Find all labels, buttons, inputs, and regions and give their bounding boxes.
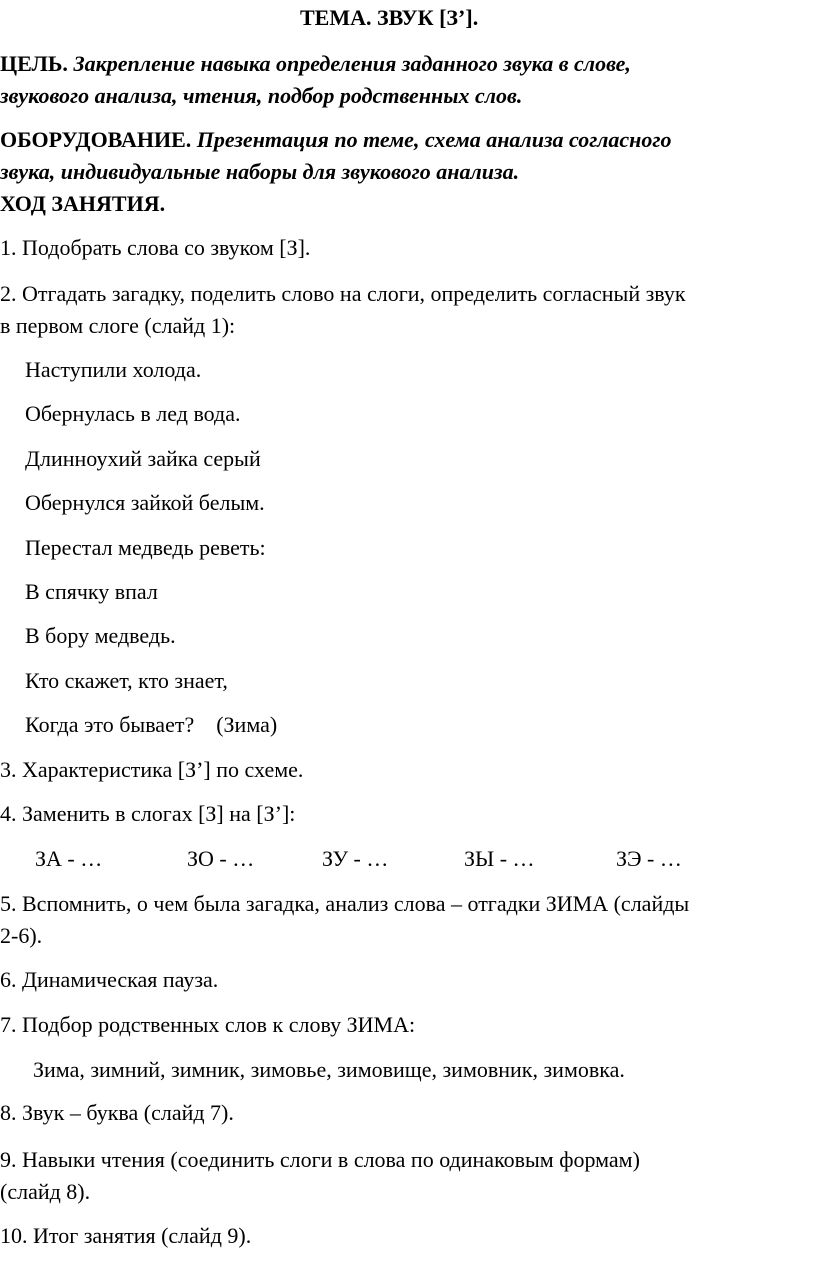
goal-label: ЦЕЛЬ.	[0, 51, 68, 76]
riddle-line-9: Когда это бывает? (Зима)	[25, 712, 278, 737]
step-8: 8. Звук – буква (слайд 7).	[0, 1100, 234, 1125]
step-1: 1. Подобрать слова со звуком [З].	[0, 235, 311, 260]
goal-text-1: Закрепление навыка определения заданного звука в слове,	[73, 51, 631, 76]
step-6: 6. Динамическая пауза.	[0, 967, 219, 992]
goal-text-2: звукового анализа, чтения, подбор родственных слов.	[0, 83, 523, 108]
step-9-line-2: (слайд 8).	[0, 1179, 91, 1204]
riddle-line-1: Наступили холода.	[25, 357, 202, 382]
syllable-4: ЗЫ - …	[464, 846, 535, 871]
goal-line-1	[0, 50, 631, 78]
equipment-text-1: Презентация по теме, схема анализа согласного	[196, 127, 672, 152]
step-3: 3. Характеристика [З’] по схеме.	[0, 757, 304, 782]
step-7-words: Зима, зимний, зимник, зимовье, зимовище, зимовник, зимовка.	[33, 1057, 625, 1082]
syllable-3: ЗУ - …	[322, 846, 389, 871]
progress-heading: ХОД ЗАНЯТИЯ.	[0, 191, 166, 216]
page-title: ТЕМА. ЗВУК [З’].	[300, 5, 479, 30]
step-9-line-1: 9. Навыки чтения (соединить слоги в слова по одинаковым формам)	[0, 1147, 640, 1172]
equipment-text-2: звука, индивидуальные наборы для звукового анализа.	[0, 159, 520, 184]
riddle-line-7: В бору медведь.	[25, 623, 176, 648]
syllable-2: ЗО - …	[187, 846, 255, 871]
step-7: 7. Подбор родственных слов к слову ЗИМА:	[0, 1012, 416, 1037]
riddle-line-5: Перестал медведь реветь:	[25, 535, 266, 560]
step-2-line-1: 2. Отгадать загадку, поделить слово на слоги, определить согласный звук	[0, 281, 686, 306]
syllable-1: ЗА - …	[35, 846, 103, 871]
syllable-5: ЗЭ - …	[616, 846, 682, 871]
step-5-line-2: 2-6).	[0, 923, 43, 948]
step-4: 4. Заменить в слогах [З] на [З’]:	[0, 801, 296, 826]
equipment-label: ОБОРУДОВАНИЕ.	[0, 127, 192, 152]
riddle-line-8: Кто скажет, кто знает,	[25, 668, 228, 693]
step-10: 10. Итог занятия (слайд 9).	[0, 1223, 252, 1248]
step-2-line-2: в первом слоге (слайд 1):	[0, 313, 236, 338]
riddle-line-3: Длинноухий зайка серый	[25, 446, 261, 471]
riddle-line-6: В спячку впал	[25, 579, 158, 604]
riddle-line-2: Обернулась в лед вода.	[25, 401, 241, 426]
equipment-line-1	[0, 126, 671, 154]
step-5-line-1: 5. Вспомнить, о чем была загадка, анализ слова – отгадки ЗИМА (слайды	[0, 891, 690, 916]
riddle-line-4: Обернулся зайкой белым.	[25, 490, 265, 515]
